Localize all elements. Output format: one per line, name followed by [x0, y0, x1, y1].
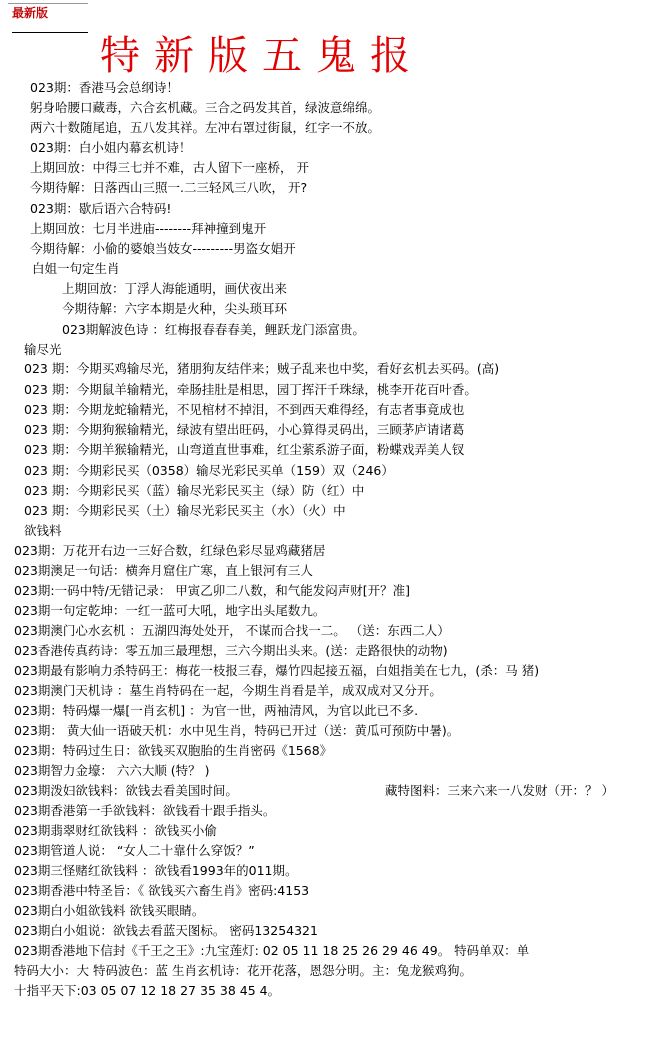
text-line: 023 期：今期羊猴输精光，山弯道直世事难，红尘萦系游子面，粉蝶戏弄美人钗	[24, 442, 465, 457]
text-line: 藏特图料：三来六来一八发财（开：？ ）	[385, 783, 614, 798]
text-line: 023期：白小姐内幕玄机诗！	[30, 140, 192, 155]
text-line: 023期澳门心水玄机 ：五湖四海处处开， 不谋而合找一二。 （送：东西二人）	[14, 623, 450, 638]
text-line: 023期香港第一手欲钱料：欲钱看十跟手指头。	[14, 803, 276, 818]
text-line: 023期白小姐欲钱料 欲钱买眼睛。	[14, 903, 205, 918]
text-line: 023期：万花开右边一三好合数，红绿色彩尽显鸡藏猪居	[14, 543, 326, 558]
text-line: 023期翡翠财红欲钱料 ：欲钱买小偷	[14, 823, 217, 838]
page-title: 特新版五鬼报	[100, 33, 424, 79]
text-line: 今期待解：日落西山三照一.二三轻风三八吹， 开?	[30, 180, 308, 195]
text-line: 023 期：今期彩民买（土）输尽光彩民买主（水）（火）中	[24, 503, 346, 518]
text-line: 躬身哈腰口藏毒，六合玄机藏。三合之码发其首，绿波意绵绵。	[30, 100, 381, 115]
text-line: 023期：特码过生日：欲钱买双胞胎的生肖密码《1568》	[14, 743, 333, 758]
text-line: 023期智力金壕： 六六大顺 (特？ )	[14, 763, 210, 778]
text-line: 欲钱料	[24, 523, 62, 538]
text-line: 023 期：今期彩民买（0358）输尽光彩民买单（159）双（246）	[24, 463, 394, 478]
text-line: 023期：香港马会总纲诗！	[30, 80, 179, 95]
text-line: 白姐一句定生肖	[32, 261, 120, 276]
text-line: 023香港传真药诗：零五加三最理想，三六今期出头来。(送：走路很快的动物)	[14, 643, 448, 658]
text-line: 023期澳足一句话：横奔月窟住广寒，直上银河有三人	[14, 563, 313, 578]
text-line: 023期白小姐说：欲钱去看蓝天图标。 密码13254321	[14, 923, 318, 938]
latest-badge-label: 最新版	[12, 6, 49, 20]
text-line: 上期回放：丁浮人海能通明，画伏夜出来	[62, 281, 288, 296]
text-line: 023期三怪赌红欲钱料 ：欲钱看1993年的011期。	[14, 863, 298, 878]
text-line: 023 期：今期狗猴输精光，绿波有望出旺码，小心算得灵码出，三顾茅庐请诸葛	[24, 422, 465, 437]
text-line: 023期香港地下信封《千王之王》:九宝莲灯: 02 05 11 18 25 26 29 46 49。 特码单双：单	[14, 943, 530, 958]
text-line: 023期泼妇欲钱料：欲钱去看美国时间。	[14, 783, 238, 798]
header-divider	[12, 32, 88, 33]
text-line: 023 期：今期龙蛇输精光，不见棺材不掉泪，不到西天难得经，有志者事竟成也	[24, 402, 465, 417]
text-line: 今期待解：小偷的婆娘当妓女---------男盗女娼开	[30, 241, 296, 256]
text-line: 十指平天下:03 05 07 12 18 27 35 38 45 4。	[14, 983, 281, 998]
text-line: 023期管道人说： “女人二十靠什么穿饭？”	[14, 843, 255, 858]
latest-badge	[8, 3, 88, 24]
text-line: 023期：歇后语六合特码!	[30, 201, 172, 216]
text-line: 上期回放：七月半进庙--------拜神撞到鬼开	[30, 221, 267, 236]
text-line: 023期香港中特圣旨：《 欲钱买六畜生肖》密码:4153	[14, 883, 310, 898]
text-line: 023 期：今期买鸡输尽光，猪朋狗友结伴来；贼子乱来也中奖，看好玄机去买码。(高)	[24, 361, 500, 376]
text-line: 023期：特码爆一爆[一肖玄机] ：为官一世，两袖清风，为官以此已不多.	[14, 703, 419, 718]
text-line: 023期:一码中特/无错记录： 甲寅乙卯二八数，和气能发闷声财[开？准]	[14, 583, 411, 598]
text-line: 023 期：今期彩民买（蓝）输尽光彩民买主（绿）防（红）中	[24, 483, 365, 498]
text-line: 上期回放：中得三七并不难，古人留下一座桥， 开	[30, 160, 309, 175]
text-line: 输尽光	[24, 342, 62, 357]
text-line: 023期澳门天机诗 ：墓生肖特码在一起，今期生肖看是羊，成双成对又分开。	[14, 683, 442, 698]
text-line: 023期解波色诗 ：红梅报春春春美，鲤跃龙门添富贵。	[62, 322, 365, 337]
text-line: 两六十数随尾追，五八发其祥。左冲右罩过街鼠，红字一不放。	[30, 120, 381, 135]
text-line: 023期： 黄大仙一语破天机：水中见生肖，特码已开过（送：黄瓜可预防中暑)。	[14, 723, 460, 738]
text-line: 今期待解：六字本期是火种，尖头琐耳环	[62, 301, 288, 316]
text-line: 023期一句定乾坤：一红一蓝可大吼，地字出头尾数九。	[14, 603, 326, 618]
text-line: 023期最有影响力杀特码王：梅花一枝报三春，爆竹四起接五福，白姐指美在七九，(杀：马 猪)	[14, 663, 540, 678]
text-line: 023 期：今期鼠羊输精光，牵肠挂肚是相思，园丁挥汗千珠绿，桃李开花百叶香。	[24, 382, 477, 397]
text-line: 特码大小：大 特码波色：蓝 生肖玄机诗：花开花落，恩怨分明。主：兔龙猴鸡狗。	[14, 963, 472, 978]
